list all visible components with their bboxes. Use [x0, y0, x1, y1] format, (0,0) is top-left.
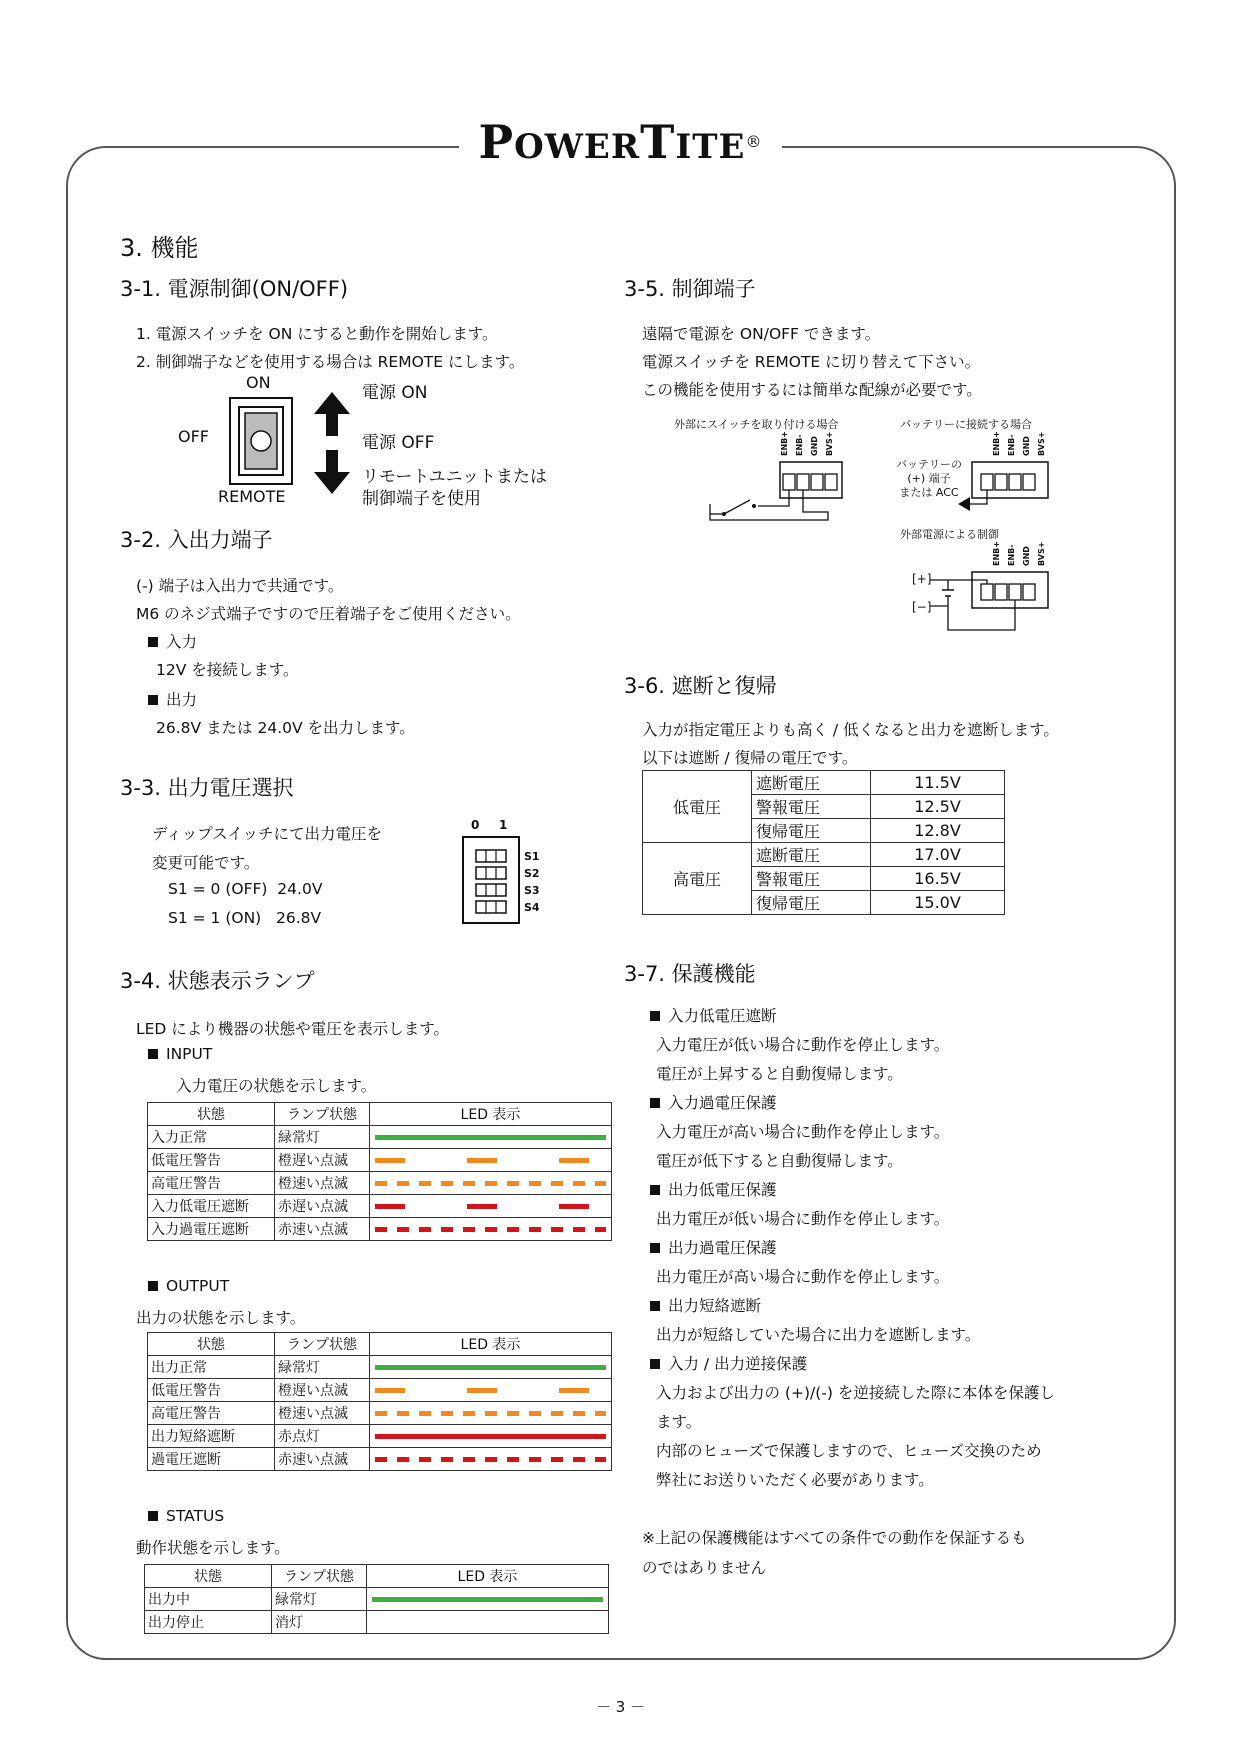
remote-label-1: リモートユニットまたは [362, 467, 547, 487]
led-cell [370, 1379, 612, 1402]
s37-title: 3-7. 保護機能 [624, 962, 756, 986]
bullet-square-icon [650, 1011, 660, 1021]
dip-labels [524, 848, 540, 916]
led-cell [367, 1611, 609, 1634]
dip-header-0: 0 [471, 818, 480, 832]
table-row [148, 1379, 612, 1402]
input-led-table [147, 1102, 612, 1241]
state-cell: 低電圧警告 [148, 1149, 275, 1172]
input-desc: 入力電圧の状態を示します。 [176, 1077, 377, 1095]
s32-input-label: 入力 [166, 633, 198, 651]
status-label: STATUS [166, 1507, 225, 1525]
column-header: LED 表示 [367, 1565, 609, 1588]
protection-text: 出力電圧が高い場合に動作を停止します。 [656, 1268, 950, 1286]
terminal-labels-a [780, 431, 840, 462]
column-header: ランプ状態 [275, 1103, 370, 1126]
s36-title: 3-6. 遮断と復帰 [624, 674, 777, 698]
output-heading [148, 1277, 229, 1295]
bullet-square-icon [148, 1281, 158, 1291]
s32-output-text: 26.8V または 24.0V を出力します。 [156, 719, 415, 737]
voltage-row [643, 771, 1005, 795]
lamp-cell: 赤点灯 [275, 1425, 370, 1448]
status-desc: 動作状態を示します。 [136, 1539, 290, 1557]
switch-off-label: OFF [178, 427, 209, 446]
switch-remote-label: REMOTE [218, 487, 286, 506]
terminal-label: ENB+ [992, 541, 1001, 566]
protection-text: 電圧が低下すると自動復帰します。 [656, 1152, 903, 1170]
remote-label-2: 制御端子を使用 [362, 489, 481, 509]
dip-label-s4: S4 [524, 901, 540, 914]
lamp-cell: 橙速い点滅 [275, 1172, 370, 1195]
column-header: LED 表示 [370, 1333, 612, 1356]
led-cell [370, 1402, 612, 1425]
terminal-label: ENB- [1007, 544, 1016, 566]
column-header: ランプ状態 [275, 1333, 370, 1356]
voltage-group-label: 高電圧 [643, 843, 752, 915]
led-pattern-bar [375, 1411, 606, 1416]
voltage-label: 警報電圧 [752, 795, 871, 819]
output-label: OUTPUT [166, 1277, 230, 1295]
protection-heading [650, 1352, 1055, 1381]
lamp-cell: 橙遅い点滅 [275, 1149, 370, 1172]
dip-label-s3: S3 [524, 884, 540, 897]
table-row [148, 1126, 612, 1149]
lamp-cell: 緑常灯 [275, 1356, 370, 1379]
protection-label: 出力低電圧保護 [668, 1181, 777, 1199]
led-cell [370, 1195, 612, 1218]
protection-text: 電圧が上昇すると自動復帰します。 [656, 1065, 903, 1083]
s31-title: 3-1. 電源制御(ON/OFF) [120, 277, 349, 301]
bullet-square-icon [148, 1511, 158, 1521]
dip-switch-icon [462, 836, 520, 924]
brand-header [0, 112, 1241, 177]
voltage-label: 警報電圧 [752, 867, 871, 891]
state-cell: 出力正常 [148, 1356, 275, 1379]
terminal-label: ENB+ [992, 431, 1001, 456]
state-cell: 高電圧警告 [148, 1402, 275, 1425]
voltage-label: 復帰電圧 [752, 819, 871, 843]
minus-label: [−] [912, 600, 932, 614]
led-pattern-bar [375, 1227, 606, 1232]
state-cell: 入力過電圧遮断 [148, 1218, 275, 1241]
s33-line-3: S1 = 0 (OFF) 24.0V [168, 880, 323, 898]
protection-label: 出力短絡遮断 [668, 1297, 762, 1315]
s35-line-1: 遠隔で電源を ON/OFF できます。 [642, 325, 881, 343]
led-cell [370, 1218, 612, 1241]
output-desc: 出力の状態を示します。 [136, 1309, 306, 1327]
column-header: LED 表示 [370, 1103, 612, 1126]
state-cell: 低電圧警告 [148, 1379, 275, 1402]
dip-label-s2: S2 [524, 867, 540, 880]
switch-on-label: ON [246, 373, 271, 392]
protection-heading [650, 1294, 1055, 1323]
column-header: 状態 [145, 1565, 272, 1588]
voltage-value: 12.8V [871, 819, 1005, 843]
column-header: 状態 [148, 1333, 275, 1356]
table-row [148, 1195, 612, 1218]
lamp-cell: 赤遅い点滅 [275, 1195, 370, 1218]
external-power-diagram [930, 570, 1050, 636]
bullet-square-icon [148, 695, 158, 705]
state-cell: 出力中 [145, 1588, 272, 1611]
state-cell: 出力停止 [145, 1611, 272, 1634]
led-cell [370, 1126, 612, 1149]
table-header-row [148, 1103, 612, 1126]
brand-logo: POWERTITE® [459, 112, 783, 177]
lamp-cell: 橙遅い点滅 [275, 1379, 370, 1402]
led-pattern-bar [375, 1365, 606, 1370]
lamp-cell: 緑常灯 [275, 1126, 370, 1149]
terminal-label: ENB- [1007, 434, 1016, 456]
s32-line-2: M6 のネジ式端子ですので圧着端子をご使用ください。 [136, 605, 521, 623]
protection-text: 入力電圧が高い場合に動作を停止します。 [656, 1123, 950, 1141]
bullet-square-icon [650, 1359, 660, 1369]
table-row [148, 1356, 612, 1379]
terminal-label: GND [810, 436, 819, 456]
status-heading [148, 1507, 224, 1525]
terminal-label: GND [1022, 436, 1031, 456]
table-row [145, 1611, 609, 1634]
terminal-label: GND [1022, 546, 1031, 566]
s35-title: 3-5. 制御端子 [624, 277, 756, 301]
lamp-cell: 消灯 [272, 1611, 367, 1634]
s32-output-heading [148, 688, 197, 710]
led-pattern-bar [375, 1181, 606, 1186]
power-off-label: 電源 OFF [362, 433, 435, 453]
led-pattern-bar [375, 1457, 606, 1462]
terminal-label: ENB+ [780, 431, 789, 456]
page-number: － 3 － [595, 1698, 646, 1716]
bullet-square-icon [650, 1301, 660, 1311]
protection-label: 入力過電圧保護 [668, 1094, 777, 1112]
terminal-label: BVS+ [1037, 541, 1046, 566]
terminal-label: ENB- [795, 434, 804, 456]
protection-heading [650, 1004, 1055, 1033]
output-led-table [147, 1332, 612, 1471]
led-cell [370, 1448, 612, 1471]
s31-item-2: 2. 制御端子などを使用する場合は REMOTE にします。 [136, 353, 525, 371]
s35-line-2: 電源スイッチを REMOTE に切り替えて下さい。 [642, 353, 981, 371]
protection-text: 入力電圧が低い場合に動作を停止します。 [656, 1036, 950, 1054]
protection-heading [650, 1236, 1055, 1265]
input-label: INPUT [166, 1045, 213, 1063]
voltage-label: 遮断電圧 [752, 843, 871, 867]
table-header-row [148, 1333, 612, 1356]
voltage-value: 12.5V [871, 795, 1005, 819]
protection-heading [650, 1091, 1055, 1120]
state-cell: 過電圧遮断 [148, 1448, 275, 1471]
terminal-labels-b [992, 431, 1052, 462]
led-pattern-bar [375, 1434, 606, 1439]
s33-line-2: 変更可能です。 [152, 854, 260, 872]
protection-text: 入力および出力の (+)/(-) を逆接続した際に本体を保護し [656, 1384, 1055, 1402]
s33-title: 3-3. 出力電圧選択 [120, 776, 294, 800]
state-cell: 出力短絡遮断 [148, 1425, 275, 1448]
table-row [148, 1218, 612, 1241]
s32-input-text: 12V を接続します。 [156, 661, 299, 679]
bullet-square-icon [148, 1049, 158, 1059]
voltage-value: 17.0V [871, 843, 1005, 867]
led-cell [370, 1172, 612, 1195]
bullet-square-icon [650, 1098, 660, 1108]
protection-label: 出力過電圧保護 [668, 1239, 777, 1257]
protection-text: 弊社にお送りいただく必要があります。 [656, 1471, 934, 1489]
voltage-table [642, 770, 1005, 915]
column-header: ランプ状態 [272, 1565, 367, 1588]
s33-line-1: ディップスイッチにて出力電圧を [152, 825, 383, 843]
led-cell [370, 1356, 612, 1379]
s32-line-1: (-) 端子は入出力で共通です。 [136, 577, 344, 595]
bullet-square-icon [650, 1243, 660, 1253]
state-cell: 入力正常 [148, 1126, 275, 1149]
state-cell: 入力低電圧遮断 [148, 1195, 275, 1218]
battery-wiring-diagram [970, 460, 1050, 510]
protection-text: 出力が短絡していた場合に出力を遮断します。 [656, 1326, 981, 1344]
led-pattern-bar [375, 1158, 606, 1163]
table-row [148, 1402, 612, 1425]
terminal-label: BVS+ [825, 431, 834, 456]
rocker-switch-icon [228, 396, 294, 486]
bullet-square-icon [650, 1185, 660, 1195]
diag-battery-caption: バッテリーに接続する場合 [900, 418, 1032, 431]
table-row [148, 1149, 612, 1172]
led-pattern-bar [375, 1204, 606, 1209]
table-row [145, 1588, 609, 1611]
lamp-cell: 緑常灯 [272, 1588, 367, 1611]
lamp-cell: 赤速い点滅 [275, 1218, 370, 1241]
s36-line-2: 以下は遮断 / 復帰の電圧です。 [642, 749, 858, 767]
section-title: 3. 機能 [120, 234, 199, 262]
s34-title: 3-4. 状態表示ランプ [120, 969, 315, 993]
s31-item-1: 1. 電源スイッチを ON にすると動作を開始します。 [136, 325, 498, 343]
protection-list [652, 1004, 1055, 1497]
battery-note-line: バッテリーの [896, 458, 962, 471]
led-pattern-bar [372, 1597, 603, 1602]
s33-line-4: S1 = 1 (ON) 26.8V [168, 909, 322, 927]
battery-note [896, 458, 962, 500]
s34-intro: LED により機器の状態や電圧を表示します。 [136, 1020, 450, 1038]
led-cell [370, 1149, 612, 1172]
dip-label-s1: S1 [524, 850, 540, 863]
terminal-label: BVS+ [1037, 431, 1046, 456]
s35-line-3: この機能を使用するには簡単な配線が必要です。 [642, 381, 982, 399]
battery-note-line: (+) 端子 [907, 472, 951, 485]
protection-label: 入力低電圧遮断 [668, 1007, 777, 1025]
led-cell [367, 1588, 609, 1611]
protection-heading [650, 1178, 1055, 1207]
led-cell [370, 1425, 612, 1448]
switch-wiring-diagram [708, 460, 858, 526]
plus-label: [+] [912, 572, 932, 586]
table-row [148, 1425, 612, 1448]
s37-note-2: のではありません [642, 1559, 767, 1577]
voltage-value: 16.5V [871, 867, 1005, 891]
led-pattern-bar [375, 1135, 606, 1140]
voltage-label: 復帰電圧 [752, 891, 871, 915]
voltage-row [643, 843, 1005, 867]
voltage-value: 11.5V [871, 771, 1005, 795]
s37-note-1: ※上記の保護機能はすべての条件での動作を保証するも [642, 1529, 1027, 1547]
arrow-left-icon [958, 497, 978, 511]
protection-label: 入力 / 出力逆接保護 [668, 1355, 808, 1373]
diag-external-caption: 外部電源による制御 [900, 528, 999, 541]
protection-text: 内部のヒューズで保護しますので、ヒューズ交換のため [656, 1442, 1042, 1460]
state-cell: 高電圧警告 [148, 1172, 275, 1195]
led-pattern-bar [375, 1388, 606, 1393]
protection-text: ます。 [656, 1413, 702, 1431]
voltage-group-label: 低電圧 [643, 771, 752, 843]
power-on-label: 電源 ON [362, 383, 428, 403]
lamp-cell: 赤速い点滅 [275, 1448, 370, 1471]
bullet-square-icon [148, 637, 158, 647]
s32-title: 3-2. 入出力端子 [120, 528, 273, 552]
column-header: 状態 [148, 1103, 275, 1126]
diag-switch-caption: 外部にスイッチを取り付ける場合 [674, 418, 839, 431]
s32-input-heading [148, 630, 197, 652]
table-row [148, 1172, 612, 1195]
battery-note-line: または ACC [899, 486, 959, 499]
s32-output-label: 出力 [166, 691, 198, 709]
lamp-cell: 橙速い点滅 [275, 1402, 370, 1425]
protection-text: 出力電圧が低い場合に動作を停止します。 [656, 1210, 950, 1228]
s36-line-1: 入力が指定電圧よりも高く / 低くなると出力を遮断します。 [642, 721, 1059, 739]
table-header-row [145, 1565, 609, 1588]
table-row [148, 1448, 612, 1471]
voltage-value: 15.0V [871, 891, 1005, 915]
voltage-label: 遮断電圧 [752, 771, 871, 795]
terminal-labels-c [992, 541, 1052, 572]
status-led-table [144, 1564, 609, 1634]
dip-header-1: 1 [499, 818, 508, 832]
input-heading [148, 1045, 212, 1063]
arrows-icon [314, 392, 350, 494]
